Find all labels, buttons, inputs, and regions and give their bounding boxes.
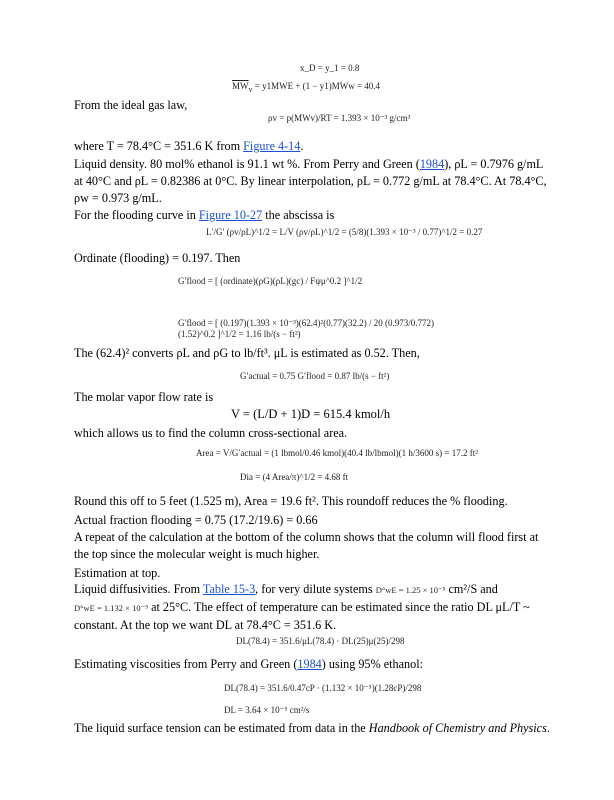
- paragraph-ordinate: Ordinate (flooding) = 0.197. Then: [74, 251, 241, 265]
- figure-10-27-link[interactable]: Figure 10-27: [198, 208, 263, 222]
- handbook-title: Handbook of Chemistry and Physics: [368, 721, 547, 735]
- equation-diffusivity-result: DL = 3.64 × 10⁻⁵ cm²/s: [224, 705, 310, 715]
- equation-area: Area = V/G′actual = (1 lbmol/0.46 kmol)(40.4 lb/lbmol)(1 h/3600 s) = 17.2 ft²: [196, 448, 478, 458]
- equation-mole-fraction: x_D = y_1 = 0.8: [300, 63, 360, 73]
- paragraph-estimation-top: Estimation at top.: [74, 566, 161, 580]
- paragraph-cross-section: which allows us to find the column cross-sectional area.: [74, 426, 348, 440]
- equation-diffusivity-temperature: DL(78.4) = 351.6/μL(78.4) · DL(25)μ(25)/298: [236, 636, 405, 646]
- table-15-3-link[interactable]: Table 15-3: [202, 582, 256, 596]
- equation-vapor-density: ρv = p(MWv)/RT = 1.393 × 10⁻³ g/cm³: [268, 113, 411, 123]
- diffusivity-water-ethanol: D°wE = 1.132 × 10⁻⁵: [74, 603, 149, 613]
- paragraph-temperature: where T = 78.4°C = 351.6 K from Figure 4-14.: [74, 139, 304, 153]
- diffusivity-ethanol-water: D°wE = 1.25 × 10⁻⁵: [375, 585, 446, 595]
- equation-diffusivity-numeric: DL(78.4) = 351.6/0.47cP · (1.132 × 10⁻⁵)(1.28cP)/298: [224, 683, 422, 693]
- paragraph-viscosities: Estimating viscosities from Perry and Green (1984) using 95% ethanol:: [74, 657, 423, 671]
- paragraph-liquid-density: Liquid density. 80 mol% ethanol is 91.1 wt %. From Perry and Green (1984), ρL = 0.7976 g/mL at 40°C and ρL = 0.82386 at 0°C. By linear interpolation, ρL = 0.772 g/mL at 78.4°C. At 78.4°C, ρw = 0.973 g/mL.: [74, 157, 547, 205]
- perry-green-1984-link-2[interactable]: 1984: [297, 657, 322, 671]
- figure-4-14-link[interactable]: Figure 4-14: [243, 139, 301, 153]
- equation-flood-general: G′flood = [ (ordinate)(ρG)(ρL)(gc) / Fψμ^0.2 ]^1/2: [178, 276, 363, 286]
- equation-flood-numeric: G′flood = [ (0.197)(1.393 × 10⁻³)(62.4)²(0.77)(32.2) / 20 (0.973/0.772)(1.52)^0.2 ]^1/2 = 1.16 lb/(s − ft²): [178, 318, 434, 339]
- equation-diameter: Dia = (4 Area/π)^1/2 = 4.68 ft: [240, 472, 349, 482]
- equation-abscissa: L′/G′ (ρv/ρL)^1/2 = L/V (ρv/ρL)^1/2 = (5/8)(1.393 × 10⁻³ / 0.77)^1/2 = 0.27: [206, 227, 483, 237]
- equation-average-molecular-weight: $\overline{MW}_v = y1MWE + (1 - y1)MWw = 40.4$: [232, 81, 381, 94]
- paragraph-molar-vapor: The molar vapor flow rate is: [74, 390, 214, 404]
- paragraph-conversion: The (62.4)² converts ρL and ρG to lb/ft³. μL is estimated as 0.52. Then,: [74, 346, 420, 360]
- equation-vapor-flow-rate: V = (L/D + 1)D = 615.4 kmol/h: [231, 407, 391, 421]
- perry-green-1984-link[interactable]: 1984: [419, 157, 445, 171]
- paragraph-ideal-gas: From the ideal gas law,: [74, 98, 188, 112]
- paragraph-fraction-flooding: Actual fraction flooding = 0.75 (17.2/19.6) = 0.66: [74, 513, 318, 527]
- paragraph-surface-tension: The liquid surface tension can be estimated from data in the Handbook of Chemistry and Physics.: [74, 721, 550, 735]
- equation-actual-flow: G′actual = 0.75 G′flood = 0.87 lb/(s − ft²): [240, 371, 390, 381]
- paragraph-liquid-diffusivities: Liquid diffusivities. From Table 15-3, for very dilute systems D°wE = 1.25 × 10⁻⁵ cm²/S and D°wE = 1.132 × 10⁻⁵ at 25°C. The effect of temperature can be estimated since the ratio DL μL/T ~ constant. At the top we want DL at 78.4°C = 351.6 K.: [74, 582, 530, 632]
- paragraph-repeat-calculation: A repeat of the calculation at the bottom of the column shows that the column will flood first at the top since the molecular weight is much higher.: [74, 530, 539, 561]
- paragraph-roundoff: Round this off to 5 feet (1.525 m), Area = 19.6 ft². This roundoff reduces the % flooding.: [74, 494, 508, 508]
- paragraph-flooding-curve: For the flooding curve in Figure 10-27 the abscissa is: [74, 208, 335, 222]
